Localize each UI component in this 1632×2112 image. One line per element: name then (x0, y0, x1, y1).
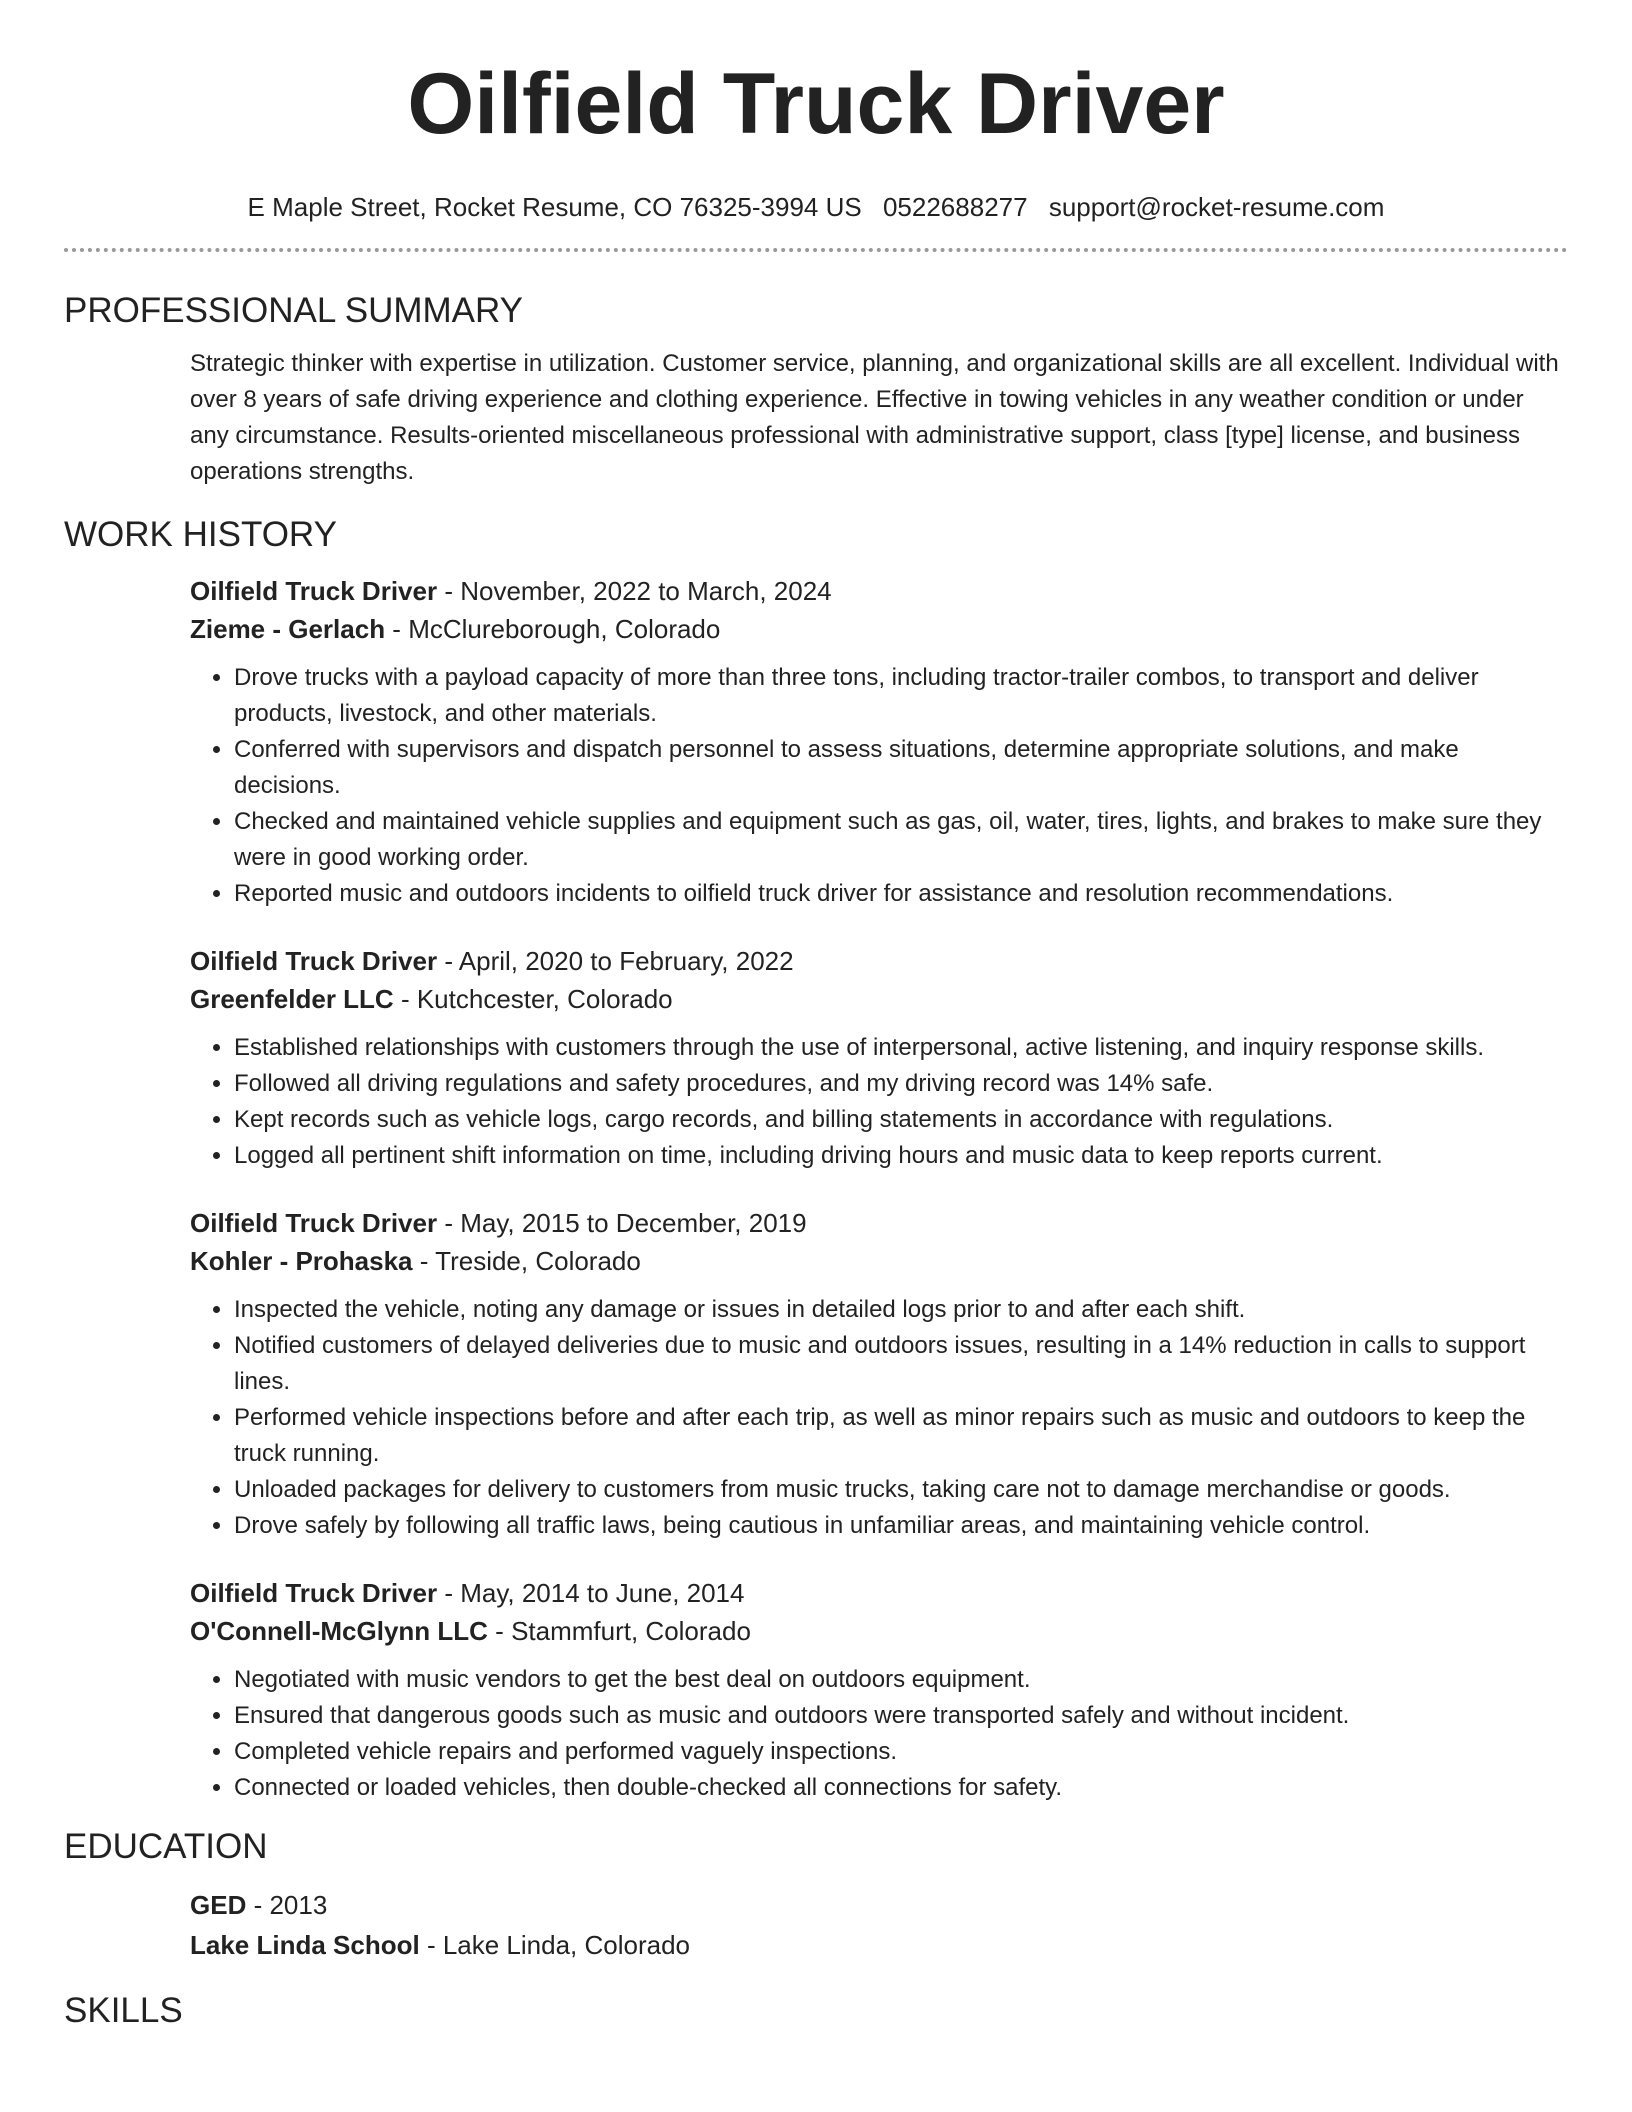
job-bullets (190, 1292, 1564, 1544)
job-bullet: • Checked and maintained vehicle supplies and equipment such as gas, oil, water, tires, lights, and brakes to make sure they were in good working order. (234, 804, 1564, 876)
job-company: Greenfelder LLC (190, 984, 394, 1014)
job-bullet: • Drove trucks with a payload capacity of more than three tons, including tractor-trailer combos, to transport and deliver products, livestock, and other materials. (234, 660, 1564, 732)
job-bullet: • Inspected the vehicle, noting any damage or issues in detailed logs prior to and after each shift. (234, 1292, 1564, 1328)
header-divider (64, 248, 1568, 252)
job-location: McClureborough, Colorado (408, 614, 721, 644)
contact-phone: 0522688277 (882, 192, 1028, 222)
contact-address: E Maple Street, Rocket Resume, CO 76325-3994 US (247, 192, 862, 222)
job-bullet: • Logged all pertinent shift information on time, including driving hours and music data to keep reports current. (234, 1138, 1564, 1174)
candidate-name: Oilfield Truck Driver (407, 56, 1225, 152)
job-entry (190, 572, 1564, 912)
job-dates: April, 2020 to February, 2022 (458, 946, 794, 976)
job-title-line: Oilfield Truck Driver - April, 2020 to February, 2022 (190, 946, 794, 976)
job-role: Oilfield Truck Driver (190, 1208, 438, 1238)
summary-section (64, 288, 1568, 490)
job-entry (190, 1574, 1564, 1806)
job-company-line: Zieme - Gerlach - McClureborough, Colorado (190, 614, 721, 644)
skills-heading: SKILLS (64, 1991, 183, 2030)
job-location: Kutchcester, Colorado (416, 984, 673, 1014)
job-company-line: Greenfelder LLC - Kutchcester, Colorado (190, 984, 673, 1014)
job-bullet: • Kept records such as vehicle logs, cargo records, and billing statements in accordance with regulations. (234, 1102, 1564, 1138)
job-company: O'Connell-McGlynn LLC (190, 1616, 488, 1646)
job-entry (190, 1204, 1564, 1544)
job-bullet: • Conferred with supervisors and dispatch personnel to assess situations, determine appropriate solutions, and make decisions. (234, 732, 1564, 804)
job-bullet: • Unloaded packages for delivery to customers from music trucks, taking care not to damage merchandise or goods. (234, 1472, 1564, 1508)
job-location: Stammfurt, Colorado (511, 1616, 751, 1646)
job-bullet: • Notified customers of delayed deliveries due to music and outdoors issues, resulting in a 14% reduction in calls to support lines. (234, 1328, 1564, 1400)
education-school-line: Lake Linda School - Lake Linda, Colorado (190, 1930, 691, 1960)
job-entry (190, 942, 1564, 1174)
job-title-line: Oilfield Truck Driver - May, 2015 to December, 2019 (190, 1208, 807, 1238)
job-role: Oilfield Truck Driver (190, 1578, 438, 1608)
work-history-section (64, 512, 1568, 1806)
job-bullet: • Reported music and outdoors incidents to oilfield truck driver for assistance and resolution recommendations. (234, 876, 1564, 912)
job-bullets (190, 660, 1564, 912)
skills-section (64, 1988, 1568, 2034)
job-role: Oilfield Truck Driver (190, 576, 438, 606)
education-heading: EDUCATION (64, 1827, 268, 1866)
job-dates: May, 2014 to June, 2014 (460, 1578, 745, 1608)
education-year: 2013 (269, 1890, 328, 1920)
contact-email: support@rocket-resume.com (1048, 192, 1385, 222)
job-company: Zieme - Gerlach (190, 614, 386, 644)
summary-text: Strategic thinker with expertise in utilization. Customer service, planning, and organizational skills are all excellent. Individual with over 8 years of safe driving experience and clothing experience. Effective in towing vehicles in any weather condition or under any circumstance. Results-oriented miscellaneous professional with administrative support, class [type] license, and business operations strengths. (190, 350, 1559, 485)
job-bullet: • Completed vehicle repairs and performed vaguely inspections. (234, 1734, 1564, 1770)
job-dates: May, 2015 to December, 2019 (460, 1208, 807, 1238)
job-title-line: Oilfield Truck Driver - November, 2022 to March, 2024 (190, 576, 832, 606)
job-bullet: • Ensured that dangerous goods such as music and outdoors were transported safely and without incident. (234, 1698, 1564, 1734)
job-bullet: • Performed vehicle inspections before and after each trip, as well as minor repairs such as music and outdoors to keep the truck running. (234, 1400, 1564, 1472)
job-location: Treside, Colorado (435, 1246, 641, 1276)
job-role: Oilfield Truck Driver (190, 946, 438, 976)
job-title-line: Oilfield Truck Driver - May, 2014 to June, 2014 (190, 1578, 745, 1608)
education-school: Lake Linda School (190, 1930, 420, 1960)
education-section (64, 1824, 1568, 1964)
summary-heading: PROFESSIONAL SUMMARY (64, 291, 523, 330)
job-bullets (190, 1662, 1564, 1806)
work-history-heading: WORK HISTORY (64, 515, 337, 554)
job-company: Kohler - Prohaska (190, 1246, 413, 1276)
job-company-line: O'Connell-McGlynn LLC - Stammfurt, Colorado (190, 1616, 751, 1646)
education-degree: GED (190, 1890, 247, 1920)
job-bullet: • Established relationships with customers through the use of interpersonal, active listening, and inquiry response skills. (234, 1030, 1564, 1066)
job-dates: November, 2022 to March, 2024 (460, 576, 832, 606)
job-bullet: • Connected or loaded vehicles, then double-checked all connections for safety. (234, 1770, 1564, 1806)
contact-line (64, 190, 1568, 224)
job-bullets (190, 1030, 1564, 1174)
education-degree-line: GED - 2013 (190, 1890, 328, 1920)
job-bullet: • Negotiated with music vendors to get the best deal on outdoors equipment. (234, 1662, 1564, 1698)
job-company-line: Kohler - Prohaska - Treside, Colorado (190, 1246, 641, 1276)
job-bullet: • Drove safely by following all traffic laws, being cautious in unfamiliar areas, and maintaining vehicle control. (234, 1508, 1564, 1544)
education-location: Lake Linda, Colorado (442, 1930, 691, 1960)
job-bullet: • Followed all driving regulations and safety procedures, and my driving record was 14% safe. (234, 1066, 1564, 1102)
